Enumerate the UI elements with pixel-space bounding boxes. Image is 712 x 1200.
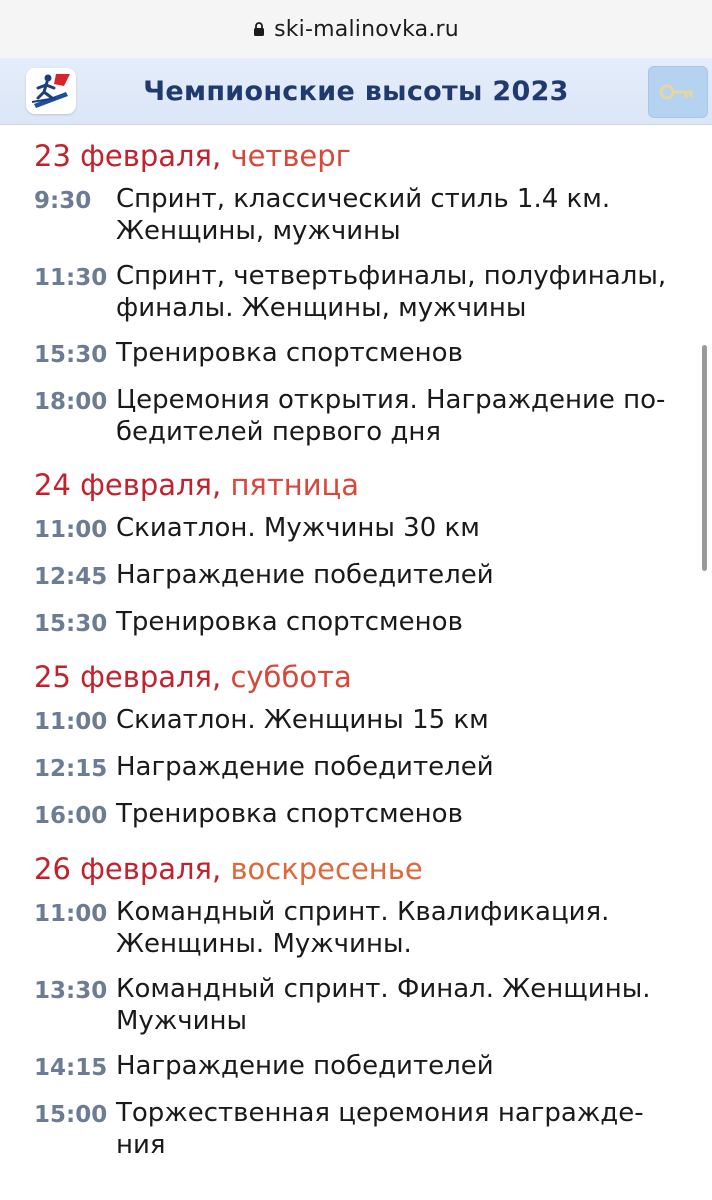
schedule-item — [34, 384, 712, 448]
event-time: 16:00 — [34, 803, 108, 829]
event-description: Скиатлон. Мужчины 30 км — [116, 513, 480, 543]
event-time: 11:00 — [34, 517, 108, 543]
day-weekday: суббота — [230, 660, 352, 694]
schedule-item — [34, 704, 712, 738]
schedule-item — [34, 559, 712, 593]
schedule-item — [34, 337, 712, 371]
event-description: Тренировка спортсменов — [116, 799, 463, 829]
event-time: 12:45 — [34, 564, 108, 590]
event-description: Командный спринт. Финал. Женщины. Мужчины — [116, 974, 651, 1036]
day-date: 24 февраля, — [34, 468, 222, 502]
event-time: 11:00 — [34, 709, 108, 735]
day-weekday: воскресенье — [230, 852, 423, 886]
day-heading — [34, 137, 712, 175]
day-section — [34, 466, 712, 640]
day-date: 25 февраля, — [34, 660, 222, 694]
event-description: Торжественная церемония награжде- ния — [116, 1098, 644, 1160]
event-time: 15:30 — [34, 611, 108, 637]
schedule — [0, 125, 712, 1161]
event-time: 11:30 — [34, 265, 108, 291]
day-section — [34, 658, 712, 832]
schedule-item — [34, 183, 712, 247]
page-title: Чемпионские высоты 2023 — [143, 75, 569, 107]
event-description: Тренировка спортсменов — [116, 338, 463, 368]
schedule-item — [34, 512, 712, 546]
lock-icon — [253, 22, 265, 36]
event-description: Награждение победителей — [116, 560, 494, 590]
event-time: 14:15 — [34, 1055, 108, 1081]
event-time: 15:30 — [34, 342, 108, 368]
event-description: Спринт, четвертьфиналы, полуфиналы, финалы. Женщины, мужчины — [116, 261, 667, 323]
door-key-icon — [658, 81, 698, 103]
event-time: 15:00 — [34, 1102, 108, 1128]
schedule-item — [34, 798, 712, 832]
schedule-item — [34, 1097, 712, 1161]
schedule-item — [34, 260, 712, 324]
event-time: 12:15 — [34, 756, 108, 782]
skier-logo-icon[interactable] — [26, 68, 76, 114]
event-description: Скиатлон. Женщины 15 км — [116, 705, 489, 735]
event-description: Командный спринт. Квалификация. Женщины. Мужчины. — [116, 897, 610, 959]
day-section — [34, 137, 712, 448]
event-description: Награждение победителей — [116, 752, 494, 782]
schedule-item — [34, 751, 712, 785]
event-description: Церемония открытия. Награждение по- бедителей первого дня — [116, 385, 666, 447]
day-weekday: четверг — [230, 139, 351, 173]
day-date: 26 февраля, — [34, 852, 222, 886]
event-description: Спринт, классический стиль 1.4 км. Женщины, мужчины — [116, 184, 611, 246]
login-button[interactable] — [648, 66, 708, 118]
event-time: 13:30 — [34, 978, 108, 1004]
browser-address-bar[interactable] — [0, 0, 712, 58]
event-description: Награждение победителей — [116, 1051, 494, 1081]
event-description: Тренировка спортсменов — [116, 607, 463, 637]
site-header — [0, 58, 712, 125]
schedule-item — [34, 1050, 712, 1084]
day-heading — [34, 466, 712, 504]
url-text: ski-malinovka.ru — [274, 16, 459, 42]
schedule-item — [34, 606, 712, 640]
schedule-item — [34, 973, 712, 1037]
day-heading — [34, 850, 712, 888]
event-time: 9:30 — [34, 188, 92, 214]
day-section — [34, 850, 712, 1161]
scrollbar-thumb[interactable] — [702, 345, 707, 571]
schedule-item — [34, 896, 712, 960]
day-date: 23 февраля, — [34, 139, 222, 173]
day-heading — [34, 658, 712, 696]
event-time: 18:00 — [34, 389, 108, 415]
event-time: 11:00 — [34, 901, 108, 927]
day-weekday: пятница — [230, 468, 360, 502]
